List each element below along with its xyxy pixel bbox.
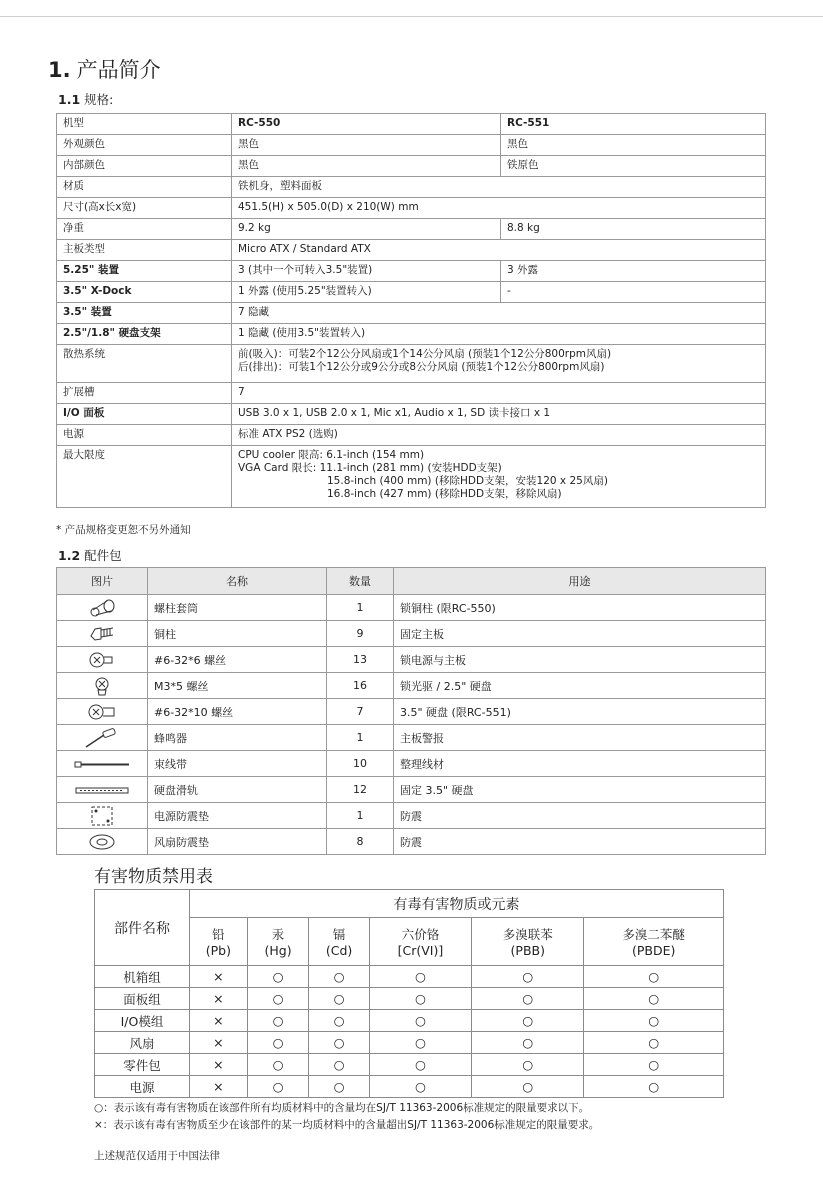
col-usage: 用途: [394, 568, 766, 595]
accessory-usage: 防震: [394, 803, 766, 829]
accessory-usage: 锁铜柱 (限RC-550): [394, 595, 766, 621]
accessory-row: [57, 803, 766, 829]
hazard-mark: ○: [247, 1010, 309, 1032]
spec-label: 材质: [57, 177, 232, 198]
cable-tie-icon: [74, 758, 130, 770]
hazard-mark: ○: [369, 1076, 471, 1098]
spec-value: USB 3.0 x 1, USB 2.0 x 1, Mic x1, Audio x 1, SD 读卡接口 x 1: [232, 404, 766, 425]
accessory-name: 束线带: [148, 751, 327, 777]
screw-icon: [87, 702, 117, 722]
col-qty: 数量: [327, 568, 394, 595]
element-name: 多溴联苯: [502, 927, 553, 942]
accessory-usage: 防震: [394, 829, 766, 855]
accessory-qty: 9: [327, 621, 394, 647]
hazard-mark: ○: [584, 966, 724, 988]
spec-row: [57, 383, 766, 404]
accessory-header-row: [57, 568, 766, 595]
legend-o: ○：表示该有毒有害物质在该部件所有均质材料中的含量均在SJ/T 11363-2006标准规定的限量要求以下。: [94, 1102, 590, 1114]
spec-label: 最大限度: [57, 446, 232, 508]
spec-number: 1.1: [58, 92, 81, 107]
accessory-row: [57, 751, 766, 777]
hazard-mark: ○: [369, 1054, 471, 1076]
spec-label: 散热系统: [57, 345, 232, 383]
hazard-part: 面板组: [95, 988, 190, 1010]
hazard-part: 电源: [95, 1076, 190, 1098]
hazard-mark: ○: [472, 1054, 584, 1076]
spec-label: 3.5" 装置: [57, 303, 232, 324]
accessory-name: 硬盘滑轨: [148, 777, 327, 803]
hazard-mark: ○: [584, 1076, 724, 1098]
spec-label: 尺寸(高x长x宽): [57, 198, 232, 219]
accessory-title: 配件包: [84, 548, 122, 563]
hazard-mark: ○: [584, 1010, 724, 1032]
element-symbol: (Pb): [205, 943, 231, 958]
buzzer-icon: [82, 727, 122, 749]
accessory-number: 1.2: [58, 548, 81, 563]
spec-label: 外观颜色: [57, 135, 232, 156]
accessory-name: 螺柱套筒: [148, 595, 327, 621]
hazard-mark: ○: [309, 1076, 369, 1098]
spec-value-a: 黑色: [232, 135, 501, 156]
hazard-group-row: [95, 890, 724, 918]
spec-row: [57, 240, 766, 261]
spec-row: [57, 156, 766, 177]
hazard-table: [94, 889, 724, 1098]
hazard-row: [95, 966, 724, 988]
hazard-mark: ○: [472, 1010, 584, 1032]
screw-icon: [87, 650, 117, 670]
spec-model-b: RC-551: [501, 114, 766, 135]
spec-value: 1 隐藏 (使用3.5"装置转入): [232, 324, 766, 345]
spec-heading: [58, 90, 113, 108]
rail-icon: [74, 784, 130, 796]
element-header: [369, 918, 471, 966]
element-symbol: (PBDE): [631, 943, 676, 958]
accessory-qty: 1: [327, 595, 394, 621]
element-name: 铅: [212, 927, 225, 942]
element-name: 六价铬: [401, 927, 440, 942]
limit-line: CPU cooler 限高: 6.1-inch (154 mm): [238, 449, 425, 461]
hazard-mark: ○: [247, 1054, 309, 1076]
spec-value-b: 3 外露: [501, 261, 766, 282]
hazard-footer: 上述规范仅适用于中国法律: [94, 1150, 220, 1162]
element-symbol: (PBB): [510, 943, 545, 958]
limit-line: VGA Card 限长: 11.1-inch (281 mm) (安装HDD支架): [238, 462, 502, 475]
hazard-mark: ○: [247, 1076, 309, 1098]
hazard-mark: ○: [584, 1054, 724, 1076]
accessory-name: #6-32*6 螺丝: [148, 647, 327, 673]
accessory-name: 铜柱: [148, 621, 327, 647]
spec-value: [232, 446, 766, 508]
accessory-picture: [57, 751, 148, 777]
hazard-part: 风扇: [95, 1032, 190, 1054]
spec-value-b: 黑色: [501, 135, 766, 156]
spec-row: [57, 219, 766, 240]
spec-value-a: 3 (其中一个可转入3.5"装置): [232, 261, 501, 282]
element-name: 汞: [271, 927, 285, 942]
hazard-mark: ○: [472, 1032, 584, 1054]
accessory-name: 电源防震垫: [148, 803, 327, 829]
accessory-row: [57, 647, 766, 673]
spec-value-a: 9.2 kg: [232, 219, 501, 240]
hazard-row: [95, 1032, 724, 1054]
accessory-qty: 7: [327, 699, 394, 725]
accessory-usage: 固定 3.5" 硬盘: [394, 777, 766, 803]
spec-label: 机型: [57, 114, 232, 135]
accessory-qty: 13: [327, 647, 394, 673]
accessory-qty: 10: [327, 751, 394, 777]
hazard-mark: ○: [309, 988, 369, 1010]
spec-value-a: 1 外露 (使用5.25"装置转入): [232, 282, 501, 303]
spec-row: [57, 345, 766, 383]
accessory-usage: 锁光驱 / 2.5" 硬盘: [394, 673, 766, 699]
spec-value-b: -: [501, 282, 766, 303]
spec-value-b: 8.8 kg: [501, 219, 766, 240]
hazard-mark: ×: [190, 1032, 248, 1054]
element-header: [309, 918, 369, 966]
section-number: 1.: [48, 58, 71, 82]
spec-row: [57, 177, 766, 198]
spec-row: [57, 404, 766, 425]
spec-note: * 产品规格变更恕不另外通知: [56, 524, 191, 536]
accessory-row: [57, 595, 766, 621]
spec-row: [57, 425, 766, 446]
accessory-row: [57, 777, 766, 803]
page-top-rule: [0, 16, 823, 17]
spec-value-b: 铁原色: [501, 156, 766, 177]
cooling-rear: 后(排出)：可装1个12公分或9公分或8公分风扇 (预装1个12公分800rpm风扇): [238, 361, 605, 374]
accessory-name: 蜂鸣器: [148, 725, 327, 751]
spec-label: 内部颜色: [57, 156, 232, 177]
accessory-row: [57, 829, 766, 855]
pad-icon: [87, 805, 117, 827]
accessory-row: [57, 673, 766, 699]
accessory-name: M3*5 螺丝: [148, 673, 327, 699]
spec-row: [57, 198, 766, 219]
limit-line: 16.8-inch (427 mm) (移除HDD支架，移除风扇): [327, 488, 562, 501]
accessory-qty: 1: [327, 803, 394, 829]
legend-x: ×：表示该有毒有害物质至少在该部件的某一均质材料中的含量超出SJ/T 11363-2006标准规定的限量要求。: [94, 1119, 600, 1131]
section-title-text: 产品简介: [76, 58, 161, 82]
hazard-mark: ○: [472, 988, 584, 1010]
accessory-qty: 8: [327, 829, 394, 855]
spec-row: [57, 282, 766, 303]
element-name: 多溴二苯醚: [622, 927, 685, 942]
accessory-name: 风扇防震垫: [148, 829, 327, 855]
hazard-mark: ○: [584, 988, 724, 1010]
hazard-mark: ○: [584, 1032, 724, 1054]
spec-value: 7: [232, 383, 766, 404]
accessory-qty: 12: [327, 777, 394, 803]
col-name: 名称: [148, 568, 327, 595]
hazard-mark: ×: [190, 1010, 248, 1032]
spec-row: [57, 324, 766, 345]
spec-value: 铁机身，塑料面板: [232, 177, 766, 198]
element-name: 镉: [332, 927, 346, 942]
spec-value: 451.5(H) x 505.0(D) x 210(W) mm: [232, 198, 766, 219]
spec-value: Micro ATX / Standard ATX: [232, 240, 766, 261]
element-header: [190, 918, 248, 966]
accessory-row: [57, 621, 766, 647]
element-symbol: [Cr(VI)]: [397, 943, 444, 958]
hazard-row: [95, 1010, 724, 1032]
spec-label: I/O 面板: [57, 404, 232, 425]
accessory-name: #6-32*10 螺丝: [148, 699, 327, 725]
spec-label: 电源: [57, 425, 232, 446]
accessory-picture: [57, 647, 148, 673]
hazard-mark: ○: [309, 966, 369, 988]
standoff-icon: [87, 624, 117, 644]
spec-row: [57, 446, 766, 508]
element-header: [247, 918, 309, 966]
hazard-part: 机箱组: [95, 966, 190, 988]
spec-label: 2.5"/1.8" 硬盘支架: [57, 324, 232, 345]
accessory-picture: [57, 803, 148, 829]
spec-row: [57, 135, 766, 156]
part-header: 部件名称: [95, 890, 190, 966]
accessory-usage: 整理线材: [394, 751, 766, 777]
hazard-mark: ○: [309, 1054, 369, 1076]
hazard-row: [95, 988, 724, 1010]
limit-line: 15.8-inch (400 mm) (移除HDD支架，安装120 x 25风扇): [327, 475, 608, 488]
accessory-picture: [57, 777, 148, 803]
accessory-picture: [57, 621, 148, 647]
spec-table: [56, 113, 766, 508]
accessory-table: [56, 567, 766, 855]
accessory-qty: 16: [327, 673, 394, 699]
spec-value: 标准 ATX PS2 (选购): [232, 425, 766, 446]
spec-label: 主板类型: [57, 240, 232, 261]
spec-value-a: 黑色: [232, 156, 501, 177]
hazard-part: I/O模组: [95, 1010, 190, 1032]
hazard-mark: ×: [190, 1054, 248, 1076]
accessory-usage: 固定主板: [394, 621, 766, 647]
spec-title: 规格:: [84, 92, 114, 107]
hazard-mark: ○: [472, 1076, 584, 1098]
accessory-usage: 锁电源与主板: [394, 647, 766, 673]
cooling-front: 前(吸入)：可装2个12公分风扇或1个14公分风扇 (预装1个12公分800rpm风扇): [238, 348, 612, 360]
group-header: 有毒有害物质或元素: [190, 890, 724, 918]
hazard-legend: [94, 1100, 599, 1134]
accessory-row: [57, 725, 766, 751]
element-header: [472, 918, 584, 966]
accessory-heading: [58, 546, 122, 564]
spec-label: 扩展槽: [57, 383, 232, 404]
hazard-mark: ○: [369, 1010, 471, 1032]
spec-value: 7 隐藏: [232, 303, 766, 324]
spec-row: [57, 261, 766, 282]
hazard-row: [95, 1054, 724, 1076]
sleeve-icon: [87, 598, 117, 618]
hazard-mark: ○: [247, 988, 309, 1010]
spec-model-a: RC-550: [232, 114, 501, 135]
section-title: [48, 54, 161, 84]
accessory-picture: [57, 595, 148, 621]
spec-value: [232, 345, 766, 383]
hazard-mark: ○: [247, 1032, 309, 1054]
accessory-picture: [57, 829, 148, 855]
screw-icon: [87, 676, 117, 696]
hazard-mark: ○: [309, 1032, 369, 1054]
spec-row: [57, 303, 766, 324]
hazard-mark: ○: [369, 988, 471, 1010]
hazard-mark: ○: [472, 966, 584, 988]
accessory-picture: [57, 725, 148, 751]
hazard-mark: ×: [190, 1076, 248, 1098]
hazard-title: 有害物质禁用表: [94, 867, 213, 887]
hazard-part: 零件包: [95, 1054, 190, 1076]
washer-icon: [87, 832, 117, 852]
element-symbol: (Hg): [264, 943, 292, 958]
accessory-picture: [57, 699, 148, 725]
spec-label: 5.25" 装置: [57, 261, 232, 282]
accessory-row: [57, 699, 766, 725]
hazard-mark: ○: [247, 966, 309, 988]
accessory-qty: 1: [327, 725, 394, 751]
accessory-picture: [57, 673, 148, 699]
spec-label: 净重: [57, 219, 232, 240]
spec-label: 3.5" X-Dock: [57, 282, 232, 303]
spec-header-row: [57, 114, 766, 135]
accessory-usage: 主板警报: [394, 725, 766, 751]
hazard-mark: ○: [309, 1010, 369, 1032]
hazard-row: [95, 1076, 724, 1098]
hazard-mark: ○: [369, 966, 471, 988]
element-header: [584, 918, 724, 966]
hazard-mark: ×: [190, 966, 248, 988]
accessory-usage: 3.5" 硬盘 (限RC-551): [394, 699, 766, 725]
hazard-mark: ○: [369, 1032, 471, 1054]
element-symbol: (Cd): [325, 943, 353, 958]
hazard-element-row: [95, 918, 724, 966]
col-picture: 图片: [57, 568, 148, 595]
hazard-mark: ×: [190, 988, 248, 1010]
